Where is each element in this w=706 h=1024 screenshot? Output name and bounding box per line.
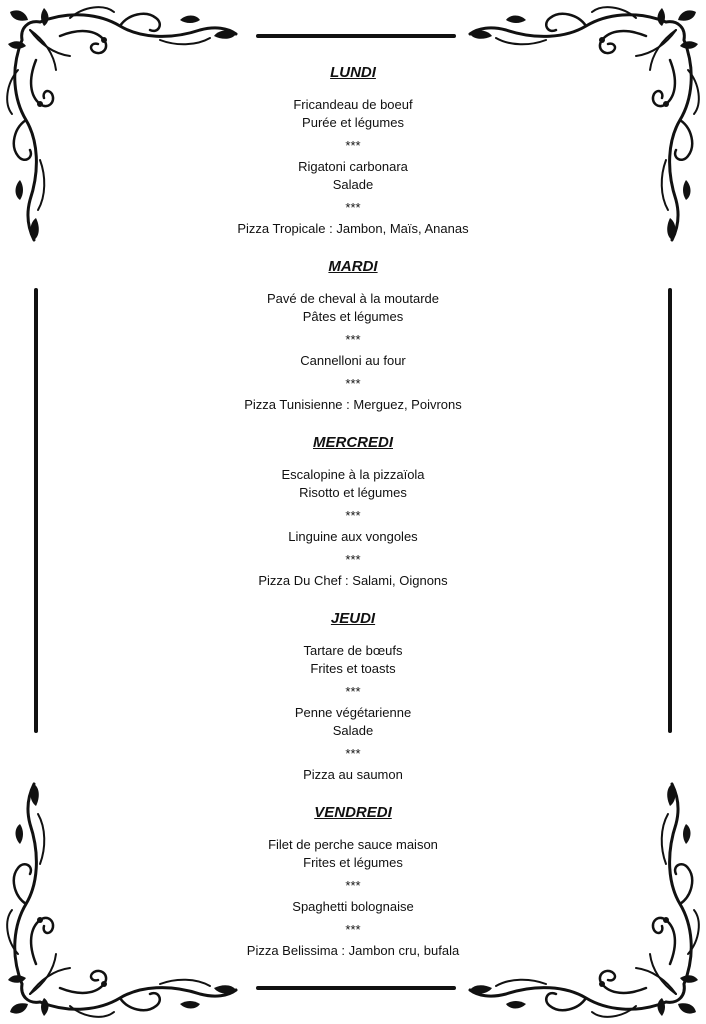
dish-line: Penne végétarienne [294,705,412,720]
day-section-mardi [80,256,626,414]
dish-line: Salade [332,177,374,192]
top-divider [256,34,456,38]
dish-line: Rigatoni carbonara [298,159,408,174]
course-separator: *** [345,922,361,937]
course-separator: *** [345,508,361,523]
day-title: JEUDI [330,610,376,627]
course-separator: *** [345,376,361,391]
day-section-jeudi [80,608,626,784]
course-separator: *** [345,552,361,567]
day-section-vendredi [80,802,626,960]
day-title: MARDI [328,258,378,275]
dish-line: Spaghetti bolognaise [292,899,414,914]
dish-line: Tartare de bœufs [303,643,403,658]
course-separator: *** [345,684,361,699]
dish-line: Pâtes et légumes [302,309,404,324]
dish-line: Frites et légumes [303,855,403,870]
course-separator: *** [345,332,361,347]
dish-line: Risotto et légumes [299,485,407,500]
dish-line: Pizza au saumon [303,767,403,782]
bottom-divider [256,986,456,990]
dish-line: Purée et légumes [302,115,404,130]
day-title: MERCREDI [312,434,393,451]
day-section-mercredi [80,432,626,590]
weekly-menu [80,62,626,960]
dish-line: Frites et toasts [310,661,396,676]
dish-line: Escalopine à la pizzaïola [281,467,425,482]
right-divider [668,288,672,733]
dish-line: Salade [332,723,374,738]
course-separator: *** [345,200,361,215]
course-separator: *** [345,746,361,761]
day-title: LUNDI [330,64,376,81]
dish-line: Pavé de cheval à la moutarde [267,291,439,306]
left-divider [34,288,38,733]
dish-line: Pizza Tropicale : Jambon, Maïs, Ananas [237,221,469,236]
dish-line: Pizza Tunisienne : Merguez, Poivrons [244,397,462,412]
dish-line: Pizza Du Chef : Salami, Oignons [258,573,448,588]
day-title: VENDREDI [314,804,392,821]
dish-line: Fricandeau de boeuf [293,97,413,112]
dish-line: Pizza Belissima : Jambon cru, bufala [246,943,460,958]
course-separator: *** [345,878,361,893]
dish-line: Linguine aux vongoles [288,529,418,544]
dish-line: Filet de perche sauce maison [268,837,438,852]
day-section-lundi [80,62,626,238]
course-separator: *** [345,138,361,153]
dish-line: Cannelloni au four [300,353,406,368]
